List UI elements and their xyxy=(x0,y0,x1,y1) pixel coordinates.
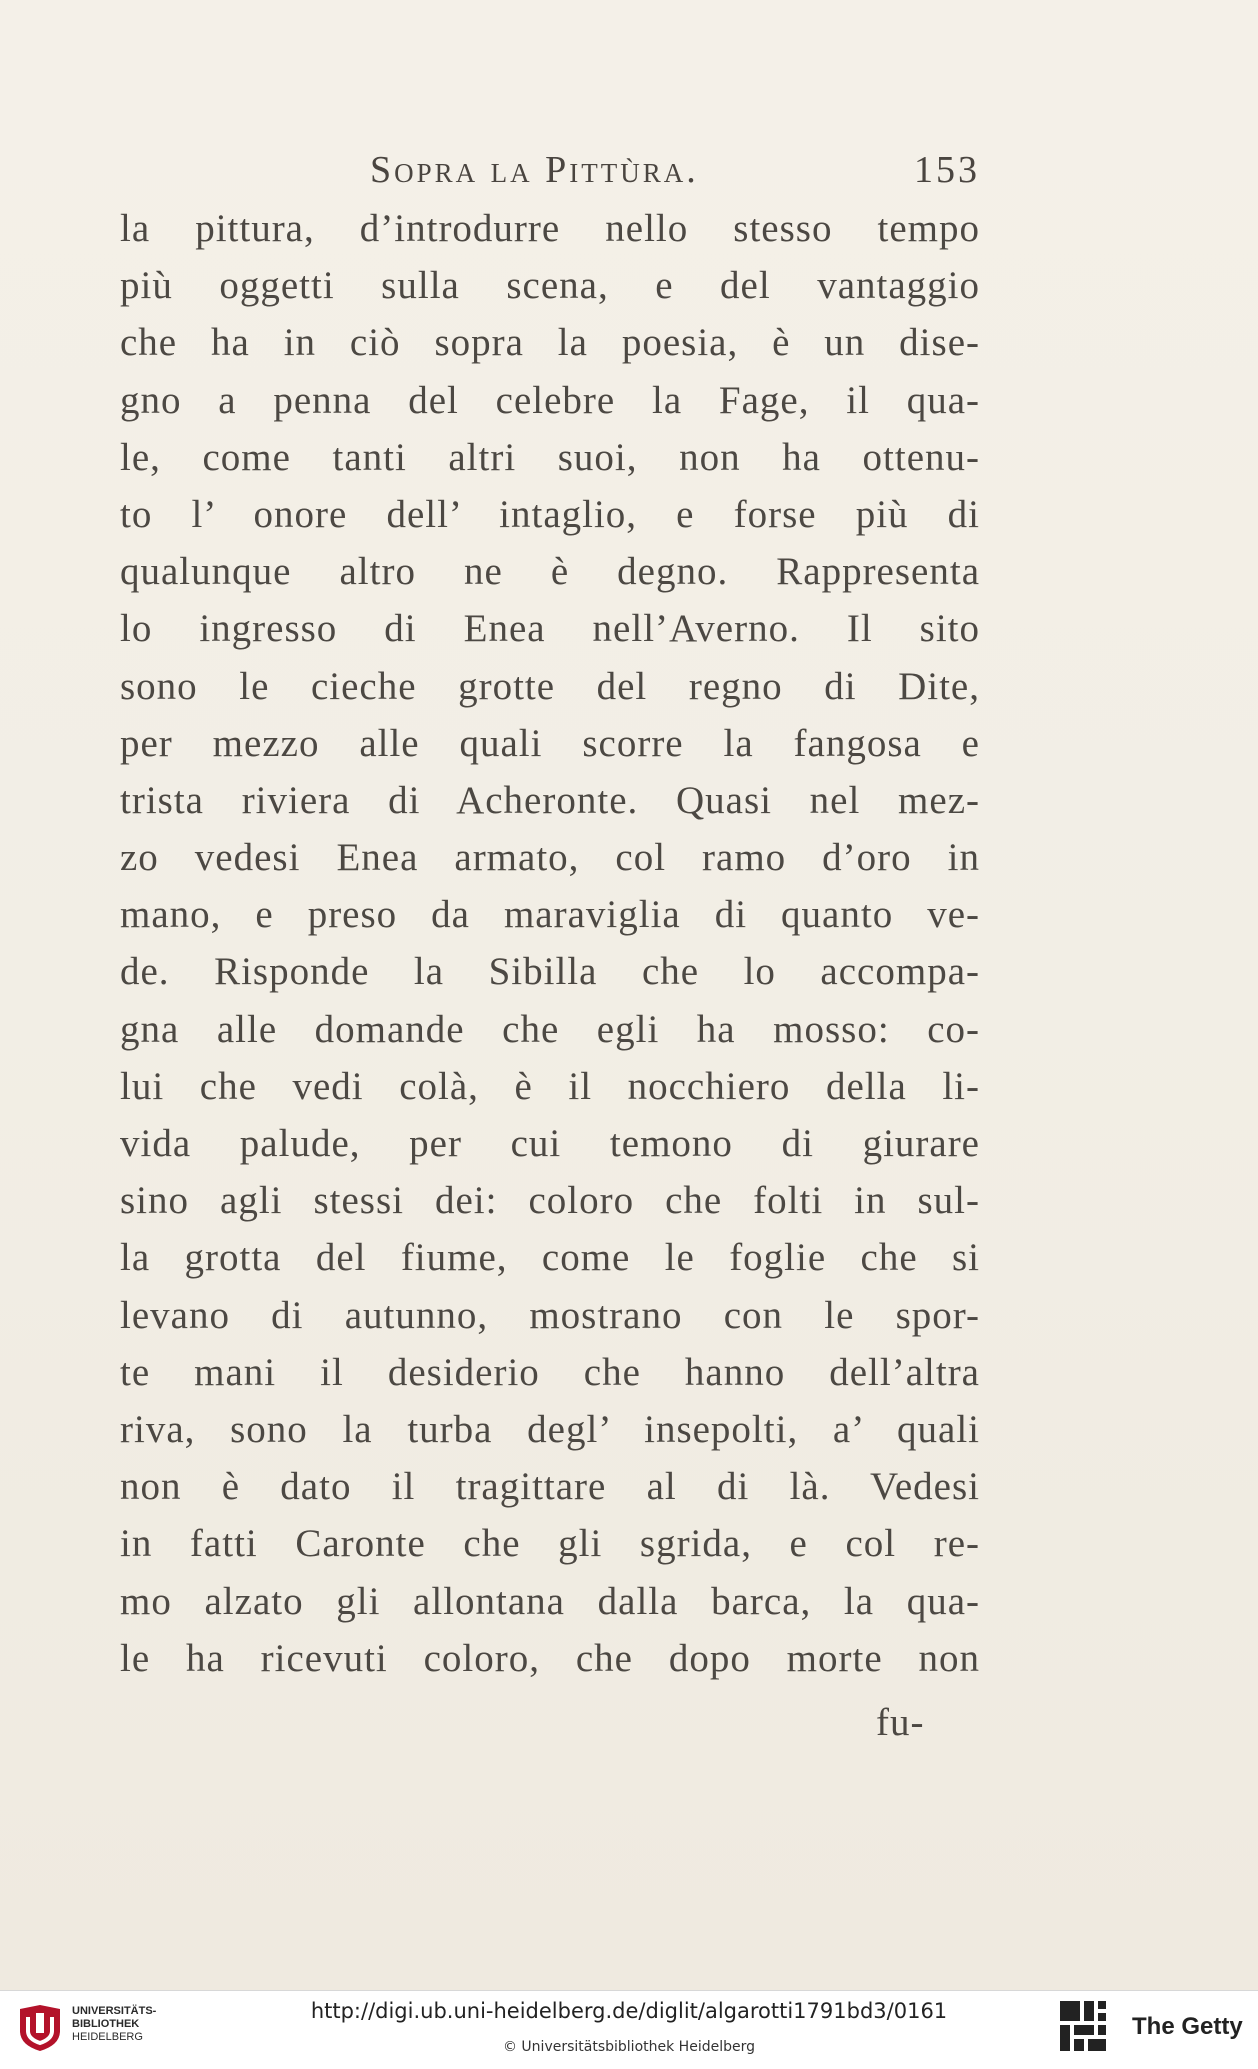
text-line: lui che vedi colà, è il nocchiero della li- xyxy=(120,1064,980,1108)
text-line: che ha in ciò sopra la poesia, è un dise- xyxy=(120,321,980,365)
library-name-line3: HEIDELBERG xyxy=(72,2031,143,2043)
body-text xyxy=(120,200,980,1687)
text-line: per mezzo alle quali scorre la fangosa e xyxy=(120,721,980,765)
text-line: le ha ricevuti coloro, che dopo morte non xyxy=(120,1636,980,1680)
text-line: le, come tanti altri suoi, non ha ottenu- xyxy=(120,435,980,479)
text-line: riva, sono la turba degl’ insepolti, a’ quali xyxy=(120,1407,980,1451)
text-line: qualunque altro ne è degno. Rappresenta xyxy=(120,550,980,594)
getty-logo-icon[interactable] xyxy=(1058,1999,1108,2055)
text-line: gno a penna del celebre la Fage, il qua- xyxy=(120,378,980,422)
text-line: levano di autunno, mostrano con le spor- xyxy=(120,1293,980,1337)
library-name-line2: BIBLIOTHEK xyxy=(72,2018,140,2030)
text-line: gna alle domande che egli ha mosso: co- xyxy=(120,1007,980,1051)
text-line: sono le cieche grotte del regno di Dite, xyxy=(120,664,980,708)
copyright-notice: © Universitätsbibliothek Heidelberg xyxy=(502,2039,755,2055)
text-line: to l’ onore dell’ intaglio, e forse più di xyxy=(120,492,980,536)
text-line: la pittura, d’introdurre nello stesso tempo xyxy=(120,207,980,250)
text-line: lo ingresso di Enea nell’Averno. Il sito xyxy=(120,607,980,651)
text-line: più oggetti sulla scena, e del vantaggio xyxy=(120,264,980,308)
text-line: mano, e preso da maraviglia di quanto ve- xyxy=(120,893,980,937)
running-head xyxy=(120,148,980,198)
text-line: trista riviera di Acheronte. Quasi nel mez- xyxy=(120,778,980,822)
library-name-line1: UNIVERSITÄTS- xyxy=(72,2005,157,2017)
text-line: mo alzato gli allontana dalla barca, la qua- xyxy=(120,1579,980,1623)
partner-name[interactable]: The Getty xyxy=(1132,2013,1243,2040)
text-line: de. Risponde la Sibilla che lo accompa- xyxy=(120,950,980,994)
text-line: non è dato il tragittare al di là. Vedesi xyxy=(120,1465,980,1509)
page-number: 153 xyxy=(914,149,980,191)
running-title: Sopra la Pittùra. xyxy=(370,149,699,191)
text-line: in fatti Caronte che gli sgrida, e col re- xyxy=(120,1522,980,1566)
text-line: zo vedesi Enea armato, col ramo d’oro in xyxy=(120,836,980,880)
catchword: fu- xyxy=(876,1701,925,1744)
text-line: te mani il desiderio che hanno dell’altra xyxy=(120,1350,980,1394)
viewer-footer xyxy=(0,1990,1258,2069)
text-line: la grotta del fiume, come le foglie che si xyxy=(120,1236,980,1280)
text-line: sino agli stessi dei: coloro che folti in sul- xyxy=(120,1179,980,1223)
text-line: vida palude, per cui temono di giurare xyxy=(120,1122,980,1165)
permalink-url[interactable]: http://digi.ub.uni-heidelberg.de/diglit/algarotti1791bd3/0161 xyxy=(310,1999,948,2023)
